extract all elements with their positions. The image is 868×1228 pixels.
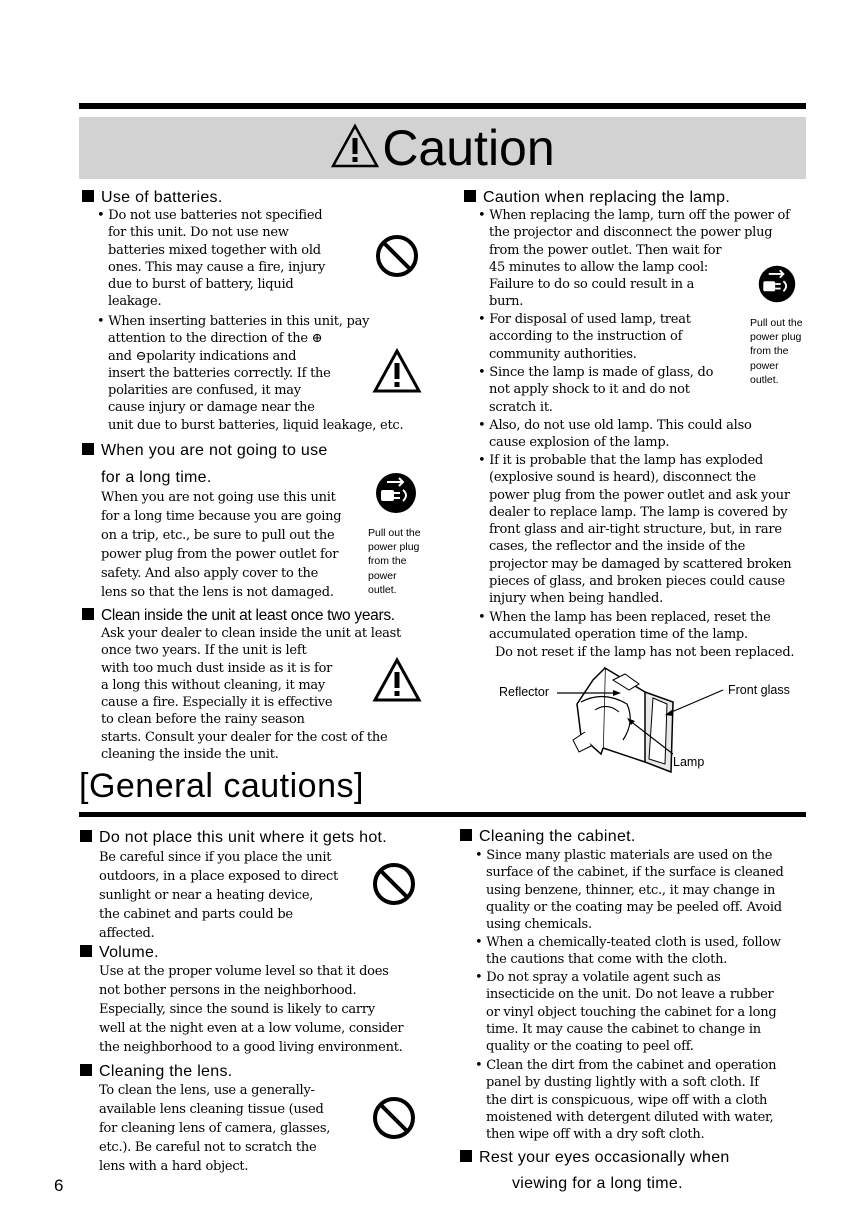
eyes-heading-2: viewing for a long time. [512,1175,683,1192]
lamp-bullet-3: • Since the lamp is made of glass, do not apply shock to it and do not scratch it. [478,365,714,415]
bullet-square-icon [464,190,476,202]
unplug-caption-right: Pull out the power plug from the power outlet. [750,317,803,386]
page-number: 6 [54,1176,64,1195]
cabinet-bullet-2: • When a chemically-teated cloth is used, follow the cautions that come with the cloth. [475,935,781,968]
lamp-bullet-4: • Also, do not use old lamp. This could also cause explosion of the lamp. [478,418,752,451]
bullet-square-icon [82,443,94,455]
general-cautions-title: [General cautions] [79,767,364,805]
long-time-body: When you are not going use this unit for a long time because you are going on a trip, etc., be sure to pull out the power plug from the power outlet for safety. And also apply cover to the lens so that the lens is not damaged. [101,490,342,600]
hot-body: Be careful since if you place the unit outdoors, in a place exposed to direct sunlight or near a heating device, the cabinet and parts could be affected. [99,850,338,941]
bullet-square-icon [460,829,472,841]
prohibited-icon [374,233,420,279]
caution-banner [79,117,806,179]
lamp-bullet-1: • When replacing the lamp, turn off the power of the projector and disconnect the power plug from the power outlet. Then wait for 45 minutes to allow the lamp cool: Failure to do so could result in a burn. [478,208,790,310]
diagram-label-front-glass: Front glass [728,683,790,697]
lamp-heading: Caution when replacing the lamp. [464,188,730,208]
batteries-heading: Use of batteries. [82,188,223,208]
long-time-heading-2: for a long time. [101,469,212,486]
caution-title: Caution [382,120,555,176]
warning-icon [372,657,422,703]
batteries-bullet-2: • When inserting batteries in this unit, pay attention to the direction of the ⊕ and ⊖polarity indications and insert the batteries correctly. If the polarities are confused, it may cause injury or damage near the unit due to burst batteries, liquid leakage, etc. [97,314,404,433]
diagram-label-reflector: Reflector [499,685,550,699]
lens-body: To clean the lens, use a generally- available lens cleaning tissue (used for cleaning lens of camera, glasses, etc.). Be careful not to scratch the lens with a hard object. [99,1083,331,1174]
clean-inside-body: Ask your dealer to clean inside the unit at least once two years. If the unit is left with too much dust inside as it is for a long this without cleaning, it may cause a fire. Especially it is effective to clean before the rainy season starts. Consult your dealer for the cost of the cleaning the inside the unit. [101,626,402,763]
lens-heading: Cleaning the lens. [80,1062,233,1082]
bullet-square-icon [82,608,94,620]
lamp-bullet-6: • When the lamp has been replaced, reset the accumulated operation time of the lamp. Do not reset if the lamp has not been replaced. [478,610,795,660]
eyes-heading: Rest your eyes occasionally when [460,1148,730,1168]
volume-body: Use at the proper volume level so that it does not bother persons in the neighborhood. Especially, since the sound is likely to carry well at the night even at a low volume, consider the neighborhood to a good living environment. [99,964,404,1055]
bullet-square-icon [80,945,92,957]
bullet-square-icon [80,830,92,842]
cabinet-heading: Cleaning the cabinet. [460,827,636,847]
caution-title-wrap [79,119,806,177]
unplug-caption-left: Pull out the power plug from the power outlet. [368,527,421,596]
bullet-square-icon [80,1064,92,1076]
lamp-bullet-2: • For disposal of used lamp, treat according to the instruction of community authorities. [478,312,691,362]
lamp-diagram [495,662,815,774]
bullet-square-icon [460,1150,472,1162]
cabinet-bullet-1: • Since many plastic materials are used on the surface of the cabinet, if the surface is cleaned using benzene, thinner, etc., it may change in quality or the coating may be peeled off. Avoid using chemicals. [475,848,784,933]
general-rule [79,812,806,817]
hot-heading: Do not place this unit where it gets hot. [80,828,387,848]
top-rule [79,103,806,109]
prohibited-icon [371,861,417,907]
clean-inside-heading: Clean inside the unit at least once two years. [82,606,395,626]
unplug-icon [756,263,798,305]
cabinet-bullet-4: • Clean the dirt from the cabinet and operation panel by dusting lightly with a soft cloth. If the dirt is conspicuous, wipe off with a cloth moistened with detergent diluted with water, then wipe off with a dry soft cloth. [475,1058,777,1143]
warning-triangle-icon [330,123,380,169]
unplug-icon [373,470,419,516]
batteries-bullet-1: • Do not use batteries not specified for this unit. Do not use new batteries mixed together with old ones. This may cause a fire, injury due to burst of battery, liquid leakage. [97,208,326,310]
volume-heading: Volume. [80,943,159,963]
prohibited-icon [371,1095,417,1141]
warning-icon [372,348,422,394]
diagram-label-lamp: Lamp [673,755,705,769]
bullet-square-icon [82,190,94,202]
cabinet-bullet-3: • Do not spray a volatile agent such as insecticide on the unit. Do not leave a rubber or vinyl object touching the cabinet for a long time. It may cause the cabinet to change in quality or the coating to peel off. [475,970,777,1055]
lamp-bullet-5: • If it is probable that the lamp has exploded (explosive sound is heard), disconnect the power plug from the power outlet and ask your dealer to replace lamp. The lamp is covered by front glass and air-tight structure, but, in rare cases, the reflector and the inside of the projector may be damaged by scattered broken pieces of glass, and broken pieces could cause injury when being handled. [478,453,792,607]
long-time-heading: When you are not going to use [82,441,328,461]
